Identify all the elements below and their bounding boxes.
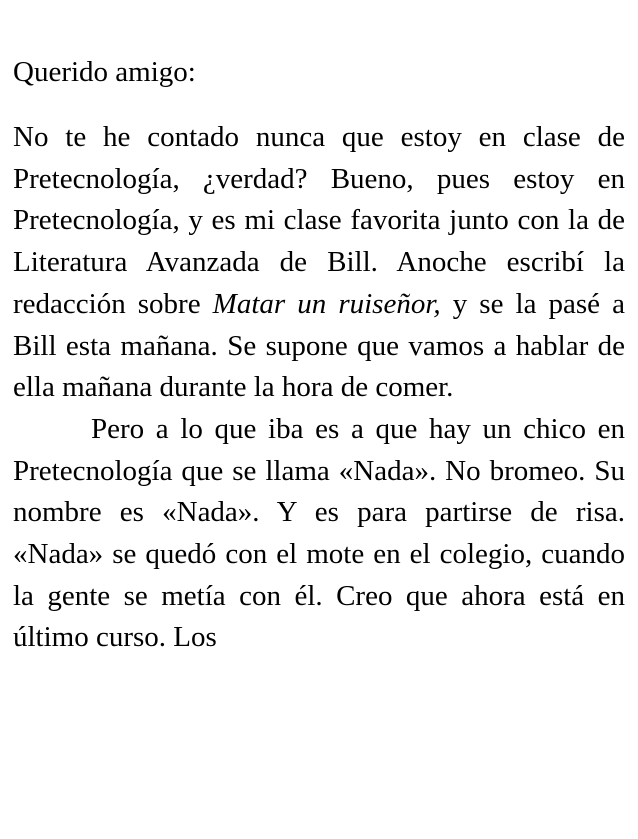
paragraph-2: Pero a lo que iba es a que hay un chico en Pretecnología que se llama «Nada». No bromeo. Su nombre es «Nada». Y es para partirse de risa. «Nada» se quedó con el mote en el colegio, cuando la gente se metía con él. Creo que ahora está en último curso. Los [13,412,625,654]
letter-salutation: Querido amigo: [13,56,196,88]
paragraph-1-text-start: No te he contado nunca que estoy en clase de Pretecnología, ¿verdad? Bueno, pues estoy en Pretecnología, y es mi clase favorita junto con la de Literatura Avanzada de Bill. Anoche escribí la redacción sobre [13,121,625,320]
book-title: Matar un ruiseñor, [212,287,441,320]
paragraph-1 [13,117,625,409]
paragraph-1-text-end: y se la pasé a Bill esta mañana. Se supone que vamos a hablar de ella mañana durante la hora de comer. [13,287,625,404]
